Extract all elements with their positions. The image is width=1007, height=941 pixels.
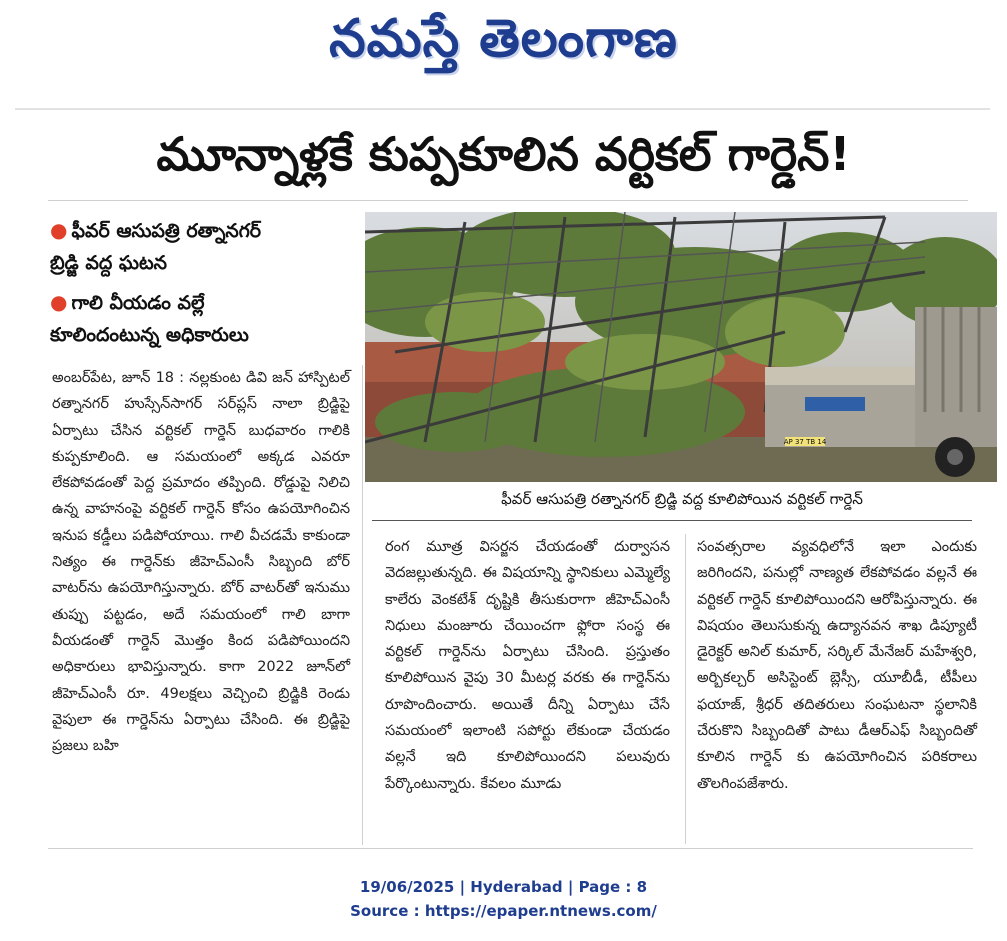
footer-source-link[interactable]: Source : https://epaper.ntnews.com/ [350, 902, 657, 920]
article-column-3 [697, 534, 977, 797]
column-divider [685, 534, 686, 844]
bottom-divider [48, 848, 973, 849]
bullet-icon: ● [50, 290, 68, 314]
column-divider [362, 365, 363, 845]
newspaper-logo: నమస్తే తెలంగాణ [329, 9, 678, 69]
collapsed-garden-photo [365, 212, 997, 482]
article-text: అంబర్‌పేట, జూన్ 18 : నల్లకుంట డివి జన్ హాస్పిటల్ రత్నానగర్ హుస్సేన్‌సాగర్ సర్‌ప్లస్ నాలా బ్రిడ్జిపై ఏర్పాటు చేసిన వర్టికల్ గార్డెన్ బుధవారం గాలికి కుప్పకూలింది. ఆ సమయంలో అక్కడ ఎవరూ లేకపోవడంతో పెద్ద ప్రమాదం తప్పింది. రోడ్డుపై నిలిచి ఉన్న వాహనంపై వర్టికల్ గార్డెన్ కోసం ఉపయోగించిన ఇనుప కడ్డీలు పడిపోయాయి. గాలి వీచడమే కాకుండా నిత్యం ఈ గార్డెన్‌కు జీహెచ్‌ఎంసీ సిబ్బంది బోర్ వాటర్‌ను ఉపయోగిస్తున్నారు. బోర్ వాటర్‌తో ఇనుము తుప్పు పట్టడం, అదే సమయంలో గాలి బాగా వీయడంతో గార్డెన్ మొత్తం కింద పడిపోయిందని అధికారులు భావిస్తున్నారు. కాగా 2022 జూన్‌లో జీహెచ్‌ఎంసీ రూ. 49లక్షలు వెచ్చించి బ్రిడ్జికి రెండు వైపులా ఈ గార్డెన్‌ను ఏర్పాటు చేసింది. ఈ బ్రిడ్జిపై ప్రజలు బహి [52, 370, 350, 755]
article-text: సంవత్సరాల వ్యవధిలోనే ఇలా ఎందుకు జరిగిందని, పనుల్లో నాణ్యత లేకపోవడం వల్లనే ఈ వర్టికల్ గార్డెన్ కూలిపోయిందని ఆరోపిస్తున్నారు. ఈ విషయం తెలుసుకున్న ఉద్యానవన శాఖ డిప్యూటీ డైరెక్టర్ అనిల్ కుమార్, సర్కిల్ మేనేజర్ మహేశ్వరి, అర్బికల్చర్ అసిస్టెంట్ బ్లెస్సీ, యూబీడీ, టీపీలు ఫయాజ్, శ్రీధర్ తదితరులు సంఘటనా స్థలానికి చేరుకొని సిబ్బందితో పాటు డీఆర్‌ఎఫ్ సిబ్బందితో కూలిన గార్డెన్ కు ఉపయోగించిన పరికరాలు తొలగింపజేశారు. [697, 539, 977, 792]
news-photo [365, 212, 997, 482]
article-text: రంగ మూత్ర విసర్జన చేయడంతో దుర్వాసన వెదజల్లుతున్నది. ఈ విషయాన్ని స్థానికులు ఎమ్మెల్యే కాలేరు వెంకటేశ్ దృష్టికి తీసుకురాగా జీహెచ్‌ఎంసీ నిధులు మంజూరు చేయించగా ఫ్లోరా సంస్థ ఈ వర్టికల్ గార్డెన్‌ను ఏర్పాటు చేసింది. ప్రస్తుతం కూలిపోయిన వైపు 30 మీటర్ల వరకు ఈ గార్డెన్‌ను రూపొందించారు. అయితే దీన్ని ఏర్పాటు చేసే సమయంలో ఇలాంటి సపోర్టు లేకుండా చేయడం వల్లనే ఇది కూలిపోయిందని పలువురు పేర్కొంటున్నారు. కేవలం మూడు [385, 539, 670, 792]
photo-caption: ఫీవర్ ఆసుపత్రి రత్నానగర్ బ్రిడ్జి వద్ద కూలిపోయిన వర్టికల్ గార్డెన్ [501, 490, 863, 508]
subhead-2: ● గాలి వీయడం వల్లే కూలిందంటున్న అధికారులు [50, 290, 249, 346]
masthead [0, 0, 1007, 82]
svg-text:AP 37 TB 14: AP 37 TB 14 [783, 438, 827, 446]
bullet-icon: ● [50, 218, 68, 242]
top-divider [15, 108, 990, 110]
subhead-1: ● ఫీవర్ ఆసుపత్రి రత్నానగర్ బ్రిడ్జి వద్ద ఘటన [50, 218, 262, 274]
caption-divider [372, 520, 972, 521]
article-column-1 [52, 365, 350, 759]
article-headline: మూన్నాళ్లకే కుప్పకూలిన వర్టికల్ గార్డెన్! [156, 127, 851, 181]
article-column-2 [385, 534, 670, 797]
footer-date-line: 19/06/2025 | Hyderabad | Page : 8 [359, 878, 648, 896]
headline-divider [48, 200, 968, 201]
